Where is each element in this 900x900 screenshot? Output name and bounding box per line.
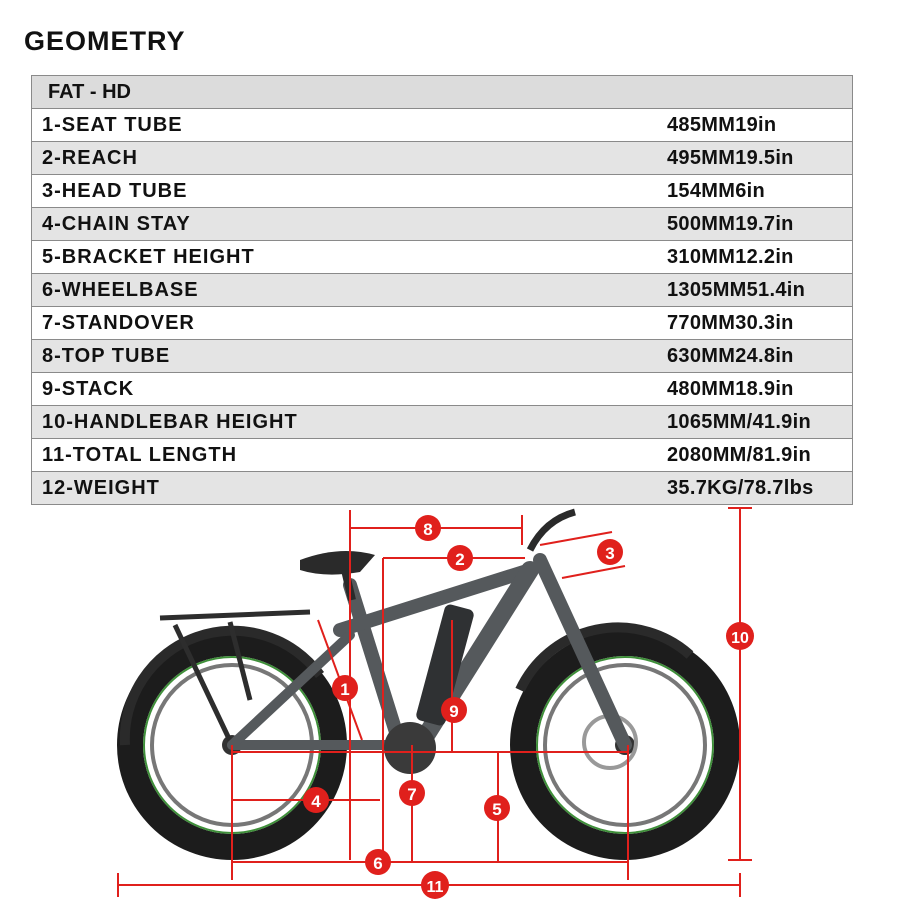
spec-value: 500MM19.7in <box>667 212 794 235</box>
page-title: GEOMETRY <box>24 26 186 56</box>
marker-1 <box>332 675 358 701</box>
marker-label: 6 <box>373 854 383 873</box>
spec-value: 310MM12.2in <box>667 245 794 268</box>
marker-2 <box>447 545 473 571</box>
table-row <box>32 439 852 472</box>
table-header <box>32 76 852 109</box>
spec-value: 154MM6in <box>667 179 765 202</box>
spec-value: 35.7KG/78.7lbs <box>667 476 814 499</box>
spec-name: 12-WEIGHT <box>42 476 160 499</box>
spec-value: 485MM19in <box>667 113 777 136</box>
spec-name: 11-TOTAL LENGTH <box>42 443 238 466</box>
spec-name: 8-TOP TUBE <box>42 344 171 367</box>
spec-name: 4-CHAIN STAY <box>42 212 191 235</box>
bike-geometry-diagram <box>0 505 900 900</box>
marker-label: 11 <box>426 879 444 896</box>
spec-name: 6-WHEELBASE <box>42 278 199 301</box>
rear-rack <box>160 612 310 745</box>
motor <box>384 722 436 774</box>
marker-7 <box>399 780 425 806</box>
spec-value: 495MM19.5in <box>667 146 794 169</box>
spec-value: 770MM30.3in <box>667 311 794 334</box>
marker-3 <box>597 539 623 565</box>
marker-label: 4 <box>311 792 321 811</box>
geometry-table <box>31 75 853 505</box>
marker-8 <box>415 515 441 541</box>
marker-5 <box>484 795 510 821</box>
table-row <box>32 109 852 142</box>
model-name: FAT - HD <box>48 80 131 103</box>
spec-value: 480MM18.9in <box>667 377 794 400</box>
spec-value: 1065MM/41.9in <box>667 410 811 433</box>
marker-label: 2 <box>455 550 465 569</box>
saddle <box>300 551 375 575</box>
spec-name: 7-STANDOVER <box>42 311 195 334</box>
marker-10 <box>726 622 754 650</box>
marker-label: 7 <box>407 785 417 804</box>
table-row <box>32 175 852 208</box>
marker-label: 1 <box>340 680 350 699</box>
table-row <box>32 241 852 274</box>
spec-name: 9-STACK <box>42 377 135 400</box>
marker-label: 5 <box>492 800 502 819</box>
spec-value: 2080MM/81.9in <box>667 443 811 466</box>
marker-11 <box>421 871 449 899</box>
spec-name: 5-BRACKET HEIGHT <box>42 245 255 268</box>
table-row <box>32 406 852 439</box>
spec-value: 1305MM51.4in <box>667 278 806 301</box>
marker-label: 10 <box>731 630 749 647</box>
spec-name: 1-SEAT TUBE <box>42 113 183 136</box>
table-row <box>32 142 852 175</box>
marker-4 <box>303 787 329 813</box>
marker-6 <box>365 849 391 875</box>
marker-label: 9 <box>449 702 459 721</box>
table-row <box>32 340 852 373</box>
table-row <box>32 373 852 406</box>
handlebar <box>530 512 575 550</box>
spec-name: 10-HANDLEBAR HEIGHT <box>42 410 298 433</box>
marker-label: 3 <box>605 544 615 563</box>
marker-label: 8 <box>423 520 433 539</box>
table-row <box>32 274 852 307</box>
table-row <box>32 208 852 241</box>
table-row <box>32 472 852 504</box>
spec-value: 630MM24.8in <box>667 344 794 367</box>
table-row <box>32 307 852 340</box>
spec-name: 3-HEAD TUBE <box>42 179 188 202</box>
spec-name: 2-REACH <box>42 146 138 169</box>
marker-9 <box>441 697 467 723</box>
